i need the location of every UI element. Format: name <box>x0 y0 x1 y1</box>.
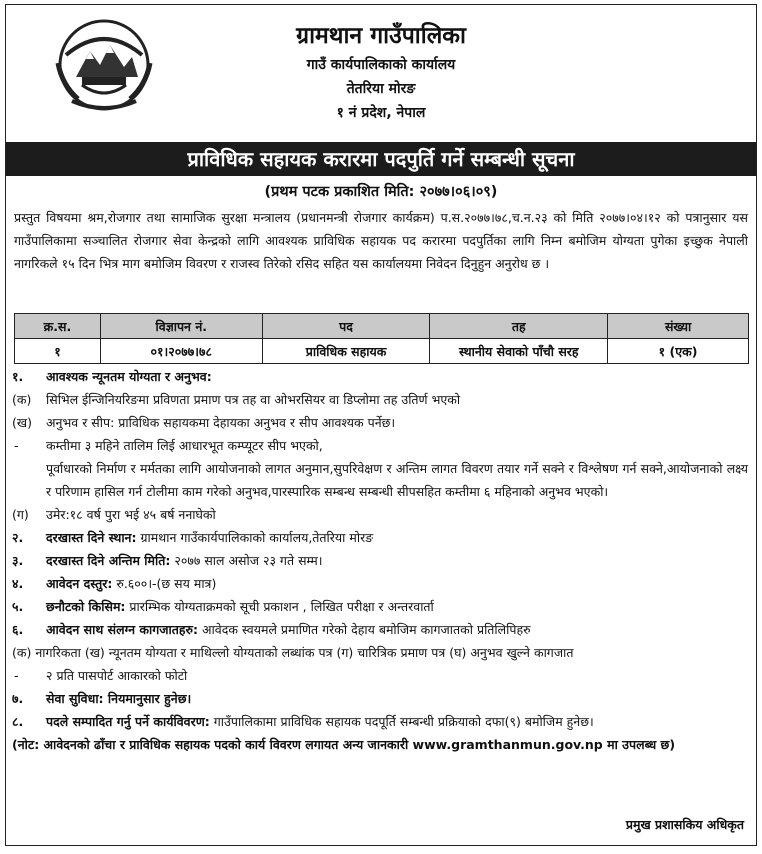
vacancy-table <box>14 313 749 364</box>
notice-page <box>5 4 757 846</box>
cell-level: स्थानीय सेवाको पाँचौ सरह <box>430 339 608 364</box>
col-serial: क्र.स. <box>15 314 101 339</box>
col-count: संख्या <box>608 314 749 339</box>
section-6: ६. आवेदन साथ संलग्न कागजातहरु: आवेदक स्वयमले प्रमाणित गरेको देहाय बमोजिम कागजातको प्रतिलिपिहरु <box>12 622 531 637</box>
office-location: तेतरिया मोरङ <box>346 81 416 97</box>
section-4: ४. आवेदन दस्तुर: रु.६००।-(छ सय मात्र) <box>12 576 217 591</box>
intro-paragraph: प्रस्तुत विषयमा श्रम,रोजगार तथा सामाजिक सुरक्षा मन्त्रालय (प्रधानमन्त्री रोजगार कार्यक्रम) प.स.२०७७।७८,च.न.२३ को मिति २०७७।०४।१२ को पत्रानुसार यस गाउँपालिकामा सञ्चालित रोजगार सेवा केन्द्रको लागि आवश्यक प्राविधिक सहायक पद करारमा पदपुर्तिका लागि निम्न बमोजिम योग्यता पुगेका इच्छुक नेपाली नागरिकले १५ दिन भित्र माग बमोजिम विवरण र राजस्व तिरेको रसिद सहित यस कार्यालयमा निवेदन दिनुहुन अनुरोध छ । <box>14 210 748 271</box>
requirements-list <box>12 365 748 756</box>
cell-advert-no: ०१।२०७७।७८ <box>100 339 262 364</box>
cell-count: १ (एक) <box>608 339 749 364</box>
col-level: तह <box>430 314 608 339</box>
section-2: २. दरखास्त दिने स्थान: ग्रामथान गाउँकार्यपालिकाको कार्यालय,तेतरिया मोरङ <box>12 530 374 545</box>
section-1-heading: १. आवश्यक न्यूनतम योग्यता र अनुभव: <box>12 369 212 384</box>
province: १ नं प्रदेश, नेपाल <box>336 105 426 121</box>
item-1a: (क) सिभिल ईन्जिनियरिङमा प्रविणता प्रमाण पत्र तह वा ओभरसियर वा डिप्लोमा तह उतिर्ण भएको <box>12 392 461 407</box>
section-5: ५. छनौटको किसिम: प्रारम्भिक योग्यताक्रमको सूची प्रकाशन , लिखित परीक्षा र अन्तरवार्ता <box>12 599 434 614</box>
notice-title-banner: प्राविधिक सहायक करारमा पदपुर्ति गर्ने सम्बन्धी सूचना <box>6 142 756 176</box>
section-7: ७. सेवा सुविधा: नियमानुसार हुनेछ। <box>12 691 192 706</box>
item-1b-dash-1: - कम्तीमा ३ महिने तालिम लिई आधारभूत कम्प्यूटर सीप भएको, <box>14 438 323 453</box>
item-6-photo: - २ प्रति पासपोर्ट आकारको फोटो <box>14 668 188 683</box>
item-1b: (ख) अनुभव र सीप: प्राविधिक सहायकमा देहायका अनुभव र सीप आवश्यक पर्नेछ। <box>12 415 396 430</box>
item-1b-dash-2: पूर्वाधारको निर्माण र मर्मतका लागि आयोजनाको लागत अनुमान,सुपरिवेक्षण र अन्तिम लागत विवरण तयार गर्ने सक्ने र विश्लेषण गर्न सक्ने,आयोजनाको लक्ष्य र परिणाम हासिल गर्न टोलीमा काम गरेको अनुभव,पारस्पारिक सम्बन्ध सम्बन्धी सीपसहित कम्तीमा ६ महिनाको अनुभव भएको। <box>46 461 748 499</box>
item-1c: (ग) उमेर:१८ वर्ष पुरा भई ४५ बर्ष ननाघेको <box>12 507 216 522</box>
item-6-documents: (क) नागरिकता (ख) न्यूनतम योग्यता र माथिल्लो योग्यताको लब्धांक पत्र (ग) चारित्रिक प्रमाण पत्र (घ) अनुभव खुल्ने कागजात <box>12 645 574 660</box>
note: (नोट: आवेदनको ढाँचा र प्राविधिक सहायक पदको कार्य विवरण लगायत अन्य जानकारी www.gramthanmun.gov.np मा उपलब्ध छ) <box>12 737 676 752</box>
office-name: गाउँ कार्यपालिकाको कार्यालय <box>306 57 456 73</box>
col-post: पद <box>262 314 430 339</box>
section-8: ८. पदले सम्पादित गर्नु पर्ने कार्यविवरण: गाउँपालिकामा प्राविधिक सहायक पदपूर्ति सम्बन्धी प्रक्रियाको दफा(९) बमोजिम हुनेछ। <box>12 714 594 729</box>
publish-date: (प्रथम पटक प्रकाशित मिति: २०७७।०६।०९) <box>264 184 498 200</box>
header <box>6 5 756 143</box>
section-3: ३. दरखास्त दिने अन्तिम मिति: २०७७ साल असोज २३ गते सम्म। <box>12 553 323 568</box>
signature-title: प्रमुख प्रशासकिय अधिकृत <box>625 817 744 832</box>
table-row <box>15 339 749 364</box>
table-header-row <box>15 314 749 339</box>
cell-post: प्राविधिक सहायक <box>262 339 430 364</box>
col-advert-no: विज्ञापन नं. <box>100 314 262 339</box>
cell-serial: १ <box>15 339 101 364</box>
org-name: ग्रामथान गाउँपालिका <box>296 23 466 49</box>
